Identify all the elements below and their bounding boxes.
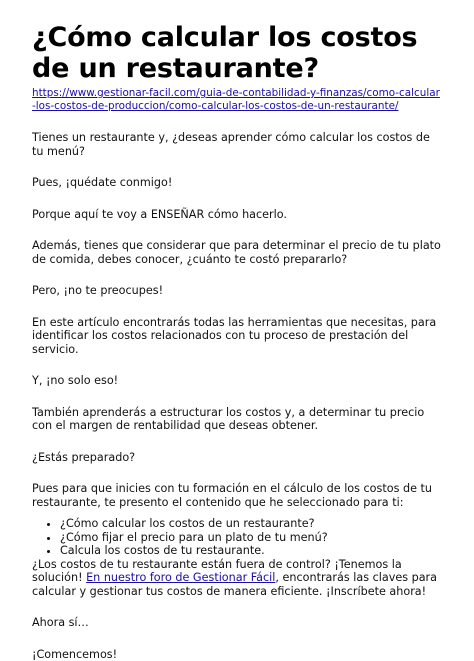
cta-text-before: ¿Los costos de tu restaurante están fuera de control? ¡Tenemos la solución! [32, 558, 402, 585]
toc-item: • ¿Cómo calcular los costos de un restaurante? [60, 517, 442, 531]
paragraph-ready: ¿Estás preparado? [32, 451, 442, 465]
toc-item: • Calcula los costos de tu restaurante. [60, 544, 442, 558]
source-url-link[interactable]: https://www.gestionar-facil.com/guia-de-contabilidad-y-finanzas/como-calcular-los-costos-de-produccion/como-calcular-los-costos-de-un-restaurante/ [32, 87, 442, 113]
forum-link[interactable]: En nuestro foro de Gestionar Fácil [86, 571, 275, 584]
cta-paragraph [32, 558, 442, 599]
toc-item: • ¿Cómo fijar el precio para un plato de tu menú? [60, 531, 442, 545]
paragraph-content-intro: Pues para que inicies con tu formación en el cálculo de los costos de tu restaurante, te presento el contenido que he seleccionado para ti: [32, 482, 442, 509]
paragraph-not-only: Y, ¡no solo eso! [32, 374, 442, 388]
paragraph-teach: Porque aquí te voy a ENSEÑAR cómo hacerlo. [32, 208, 442, 222]
table-of-contents [32, 517, 442, 558]
paragraph-consider: Además, tienes que considerar que para determinar el precio de tu plato de comida, debes conocer, ¿cuánto te costó prepararlo? [32, 239, 442, 266]
paragraph-no-worry: Pero, ¡no te preocupes! [32, 284, 442, 298]
paragraph-intro: Tienes un restaurante y, ¿deseas aprender cómo calcular los costos de tu menú? [32, 131, 442, 158]
paragraph-stay: Pues, ¡quédate conmigo! [32, 176, 442, 190]
cta-text-after: , encontrarás las claves para calcular y gestionar tus costos de manera eficiente. ¡Inscríbete ahora! [32, 571, 437, 598]
paragraph-begin: ¡Comencemos! [32, 648, 442, 661]
paragraph-learn: También aprenderás a estructurar los costos y, a determinar tu precio con el margen de rentabilidad que deseas obtener. [32, 406, 442, 433]
article-title: ¿Cómo calcular los costos de un restaurante? [32, 22, 442, 84]
paragraph-tools: En este artículo encontrarás todas las herramientas que necesitas, para identificar los costos relacionados con tu proceso de prestación del servicio. [32, 316, 442, 357]
paragraph-now: Ahora sí… [32, 616, 442, 630]
